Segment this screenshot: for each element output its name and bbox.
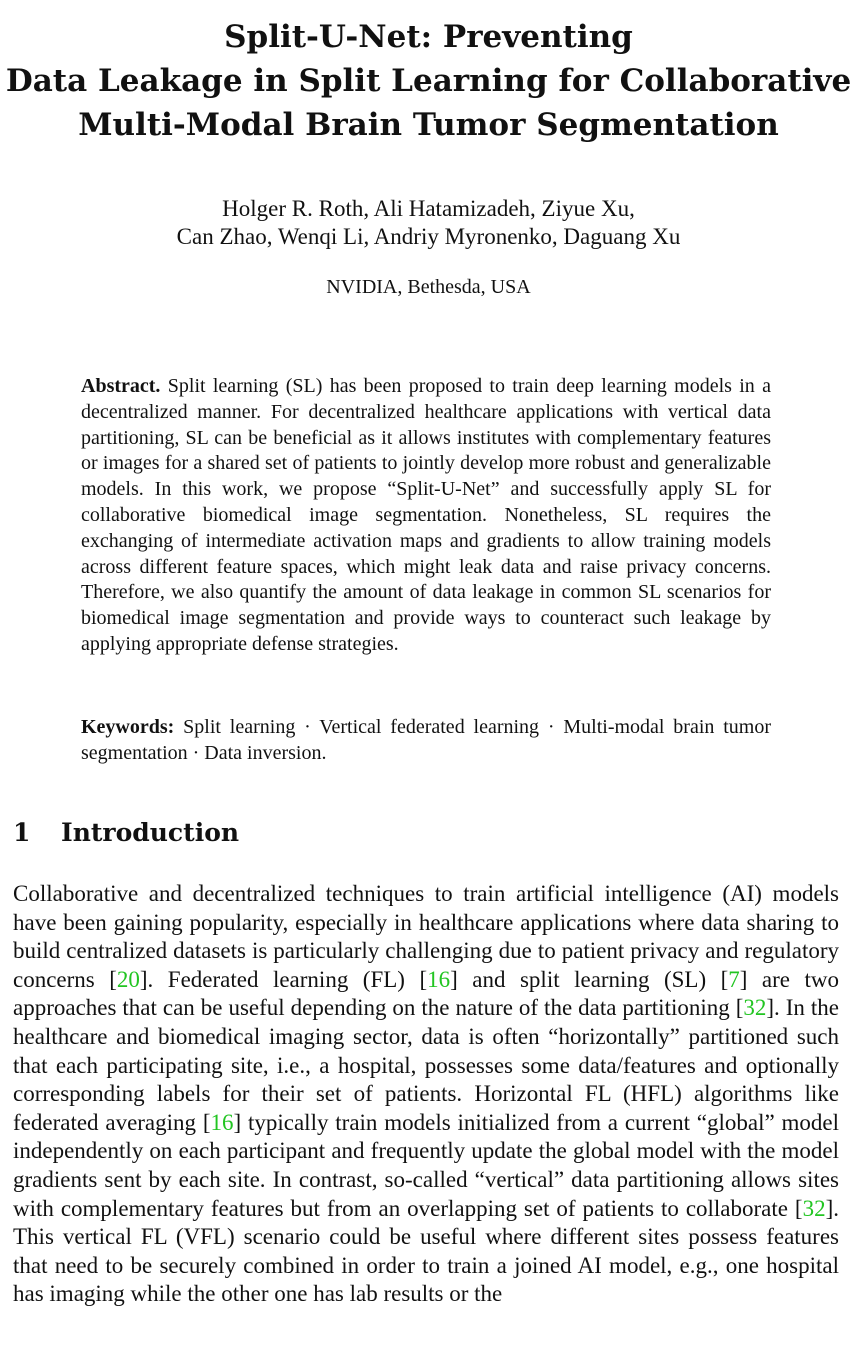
intro-paragraph <box>13 880 839 1309</box>
citation-link[interactable]: 20 <box>116 966 140 992</box>
citation-link[interactable]: 7 <box>728 966 740 992</box>
section-title: Introduction <box>61 818 240 847</box>
authors-line-2: Can Zhao, Wenqi Li, Andriy Myronenko, Daguang Xu <box>176 224 681 249</box>
intro-text: ]. In the healthcare and biomedical imaging sector, data is often “horizontally” partitioned such that each participating site, i.e., a hospital, possesses some data/features and optionally corresponding labels for their set of patients. Horizontal FL (HFL) algorithms like federated averaging [ <box>13 995 839 1135</box>
abstract-text: Split learning (SL) has been proposed to train deep learning models in a decentralized manner. For decentralized healthcare applications with vertical data partitioning, SL can be beneficial as it allows institutes with complementary features or images for a shared set of patients to jointly develop more robust and generalizable models. In this work, we propose “Split-U-Net” and successfully apply SL for collaborative biomedical image segmentation. Nonetheless, SL requires the exchanging of intermediate activation maps and gradients to allow training models across different feature spaces, which might leak data and raise privacy concerns. Therefore, we also quantify the amount of data leakage in common SL scenarios for biomedical image segmentation and provide ways to counteract such leakage by applying appropriate defense strategies. <box>81 375 771 655</box>
intro-text: ] are two approaches that can be useful depending on the nature of the data partitioning [ <box>13 966 839 1021</box>
intro-text: ] and split learning (SL) [ <box>450 966 729 992</box>
affiliation: NVIDIA, Bethesda, USA <box>326 276 531 298</box>
title-line-2: Data Leakage in Split Learning for Collaborative <box>5 63 852 99</box>
abstract <box>81 374 771 658</box>
citation-link[interactable]: 32 <box>802 1195 826 1221</box>
section-heading <box>13 816 239 850</box>
paper-title <box>0 15 857 147</box>
title-line-3: Multi-Modal Brain Tumor Segmentation <box>78 107 779 143</box>
citation-link[interactable]: 16 <box>210 1109 234 1135</box>
abstract-label: Abstract. <box>81 375 161 397</box>
author-list <box>0 195 857 251</box>
keywords <box>81 715 771 767</box>
citation-link[interactable]: 16 <box>427 966 451 992</box>
intro-text: ]. This vertical FL (VFL) scenario could be useful where different sites possess features that need to be securely combined in order to train a joined AI model, e.g., one hospital has imaging while the other one has lab results or the <box>13 1195 839 1307</box>
authors-line-1: Holger R. Roth, Ali Hatamizadeh, Ziyue Xu, <box>222 196 635 221</box>
keywords-label: Keywords: <box>81 716 175 738</box>
intro-text: ]. Federated learning (FL) [ <box>139 966 428 992</box>
intro-text: Collaborative and decentralized techniques to train artificial intelligence (AI) models have been gaining popularity, especially in healthcare applications where data sharing to build centralized datasets is particularly challenging due to patient privacy and regulatory concerns [ <box>13 881 839 992</box>
section-number: 1 <box>13 818 31 847</box>
citation-link[interactable]: 32 <box>743 995 767 1021</box>
title-line-1: Split-U-Net: Preventing <box>224 19 633 55</box>
intro-text: ] typically train models initialized from a current “global” model independently on each participant and frequently update the global model with the model gradients sent by each site. In contrast, so-called “vertical” data partitioning allows sites with complementary features but from an overlapping set of patients to collaborate [ <box>13 1109 839 1221</box>
keywords-text: Split learning · Vertical federated learning · Multi-modal brain tumor segmentation · Data inversion. <box>81 716 772 764</box>
